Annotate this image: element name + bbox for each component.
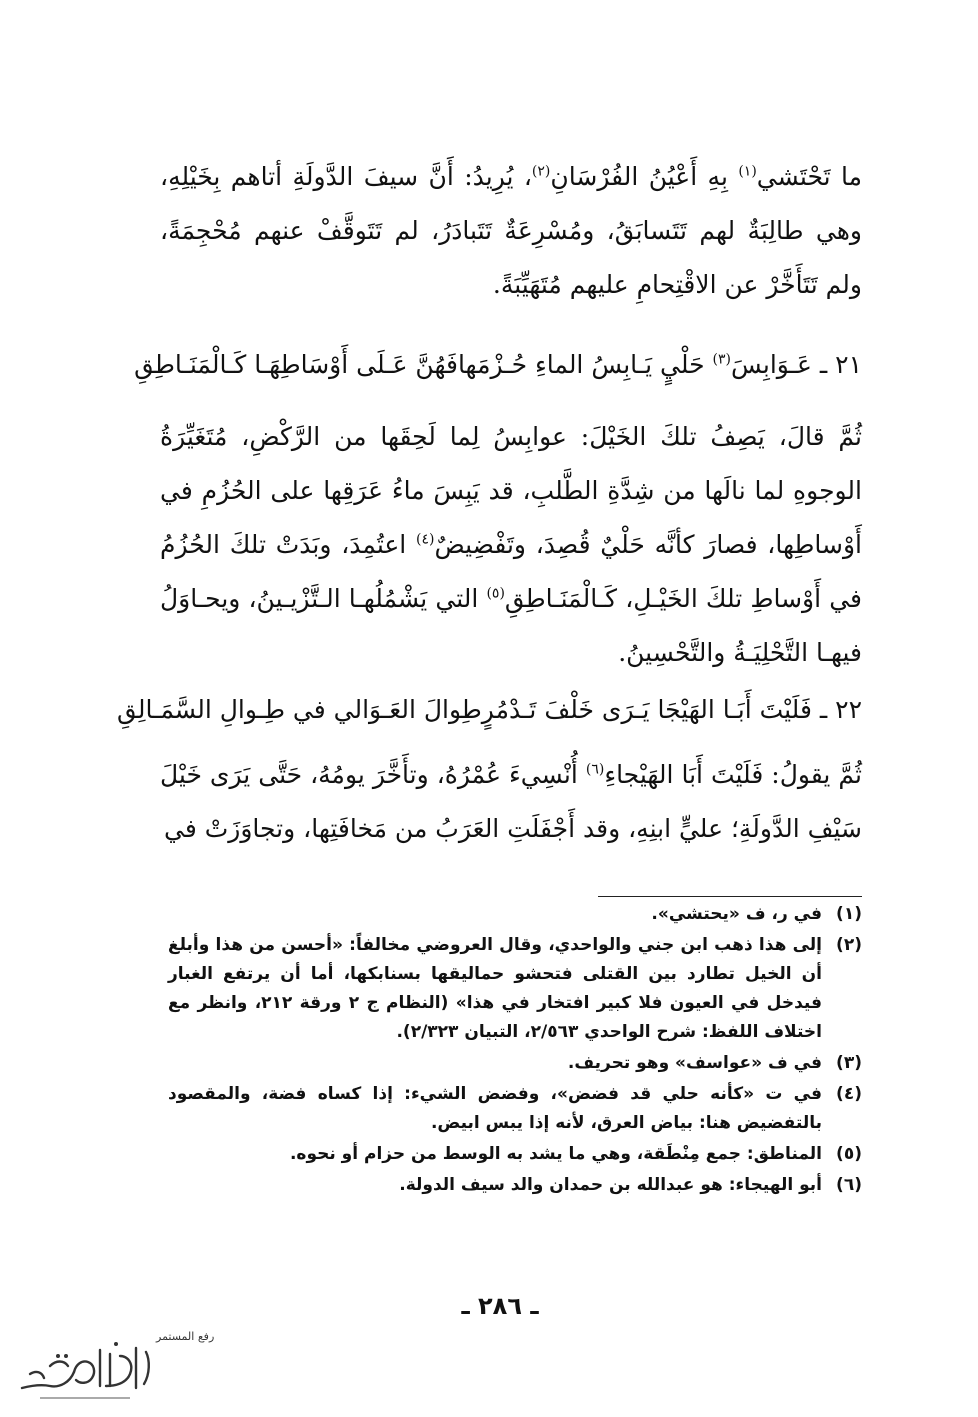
footnote-ref-5[interactable]: (٥) [486,585,505,602]
footnote-ref-6[interactable]: (٦) [585,761,605,778]
footnote-number: (٢) [836,935,862,955]
text-run: ثُمَّ قالَ، يَصِفُ تلكَ الخَيْلَ: عوابِسُ لِما لَحِقَها من الرَّكْضِ، مُتَغَيِّرَةُ الوجوهِ لما نالَها من شِدَّةِ الطَّلبِ، قد يَبِسَ ماءُ عَرَقِها على الحُزُمِ في أَوْساطِها، فصارَ كأنَّه حَلْيٌ قُصِدَ، وتَفْضِيضٌ [160,422,862,559]
footnote-2 [168,931,862,1047]
text-run: اعتُمِدَ، وبَدَتْ تلكَ الحُزُمُ في أَوْساطِ تلكَ الخَيْـلِ، كَـالْمَنَـاطِقِ [160,530,862,613]
logo-text: رفع المستمر [156,1330,215,1343]
footnote-number: (٤) [836,1084,862,1104]
paragraph-2 [160,410,862,680]
footnote-4 [168,1080,862,1138]
verse-22 [117,690,862,730]
footnote-5 [168,1140,862,1169]
calligraphy-logo-icon [10,1326,215,1406]
text-run: ثُمَّ يقولُ: فَلَيْتَ أَبَا الهَيْجاءِ [604,760,862,789]
footnote-ref-3[interactable]: (٣) [712,351,731,368]
verse-22-second-hemistich: طِوالَ العَـوَالي في طِـوالِ السَّمَـالِقِ [117,695,482,724]
text-run: أُنْسِيءَ عُمْرُهُ، وتأَخَّرَ يومُهُ، حَتَّى يَرَى خَيْلَ سَيْفِ الدَّولَةِ؛ عليٍّ ابنِهِ، وقد أَجْفَلَتِ العَرَبُ من مَخافَتِها، وتجاوَزَتْ في [160,760,862,843]
footnote-ref-2[interactable]: (٢) [531,163,551,180]
footnote-3 [168,1049,862,1078]
footnote-text: إلى هذا ذهب ابن جني والواحدي، وقال العروضي مخالفاً: «أحسن من هذا وأبلغ أن الخيل تطارد بين القتلى فتحشو حماليقها بسنابكها، أما أن يرتفع الغبار فيدخل في العيون فلا كبير افتخار في هذا» (النظام ج ٢ ورقة ٢١٢، وانظر مع اختلاف اللفظ: شرح الواحدي ٢/٥٦٣، التبيان ٢/٣٢٣). [168,935,822,1042]
text-run: حَلْيٍ يَـابِسُ الماءِ حُـزْمَها [457,350,713,379]
verse-21-second-hemistich: فَهُنَّ عَـلَى أَوْسَاطِهَـا كَـالْمَنَـاطِقِ [134,350,458,379]
footnote-text: في ف «عواسف» وهو تحريف. [567,1053,822,1073]
footnotes [168,900,862,1202]
footnote-number: (١) [836,904,862,924]
verse-22-first-hemistich: ٢٢ ـ فَلَيْتَ أَبَـا الهَيْجَا يَـرَى خَلْفَ تَـدْمُرٍ [481,695,862,724]
footnote-text: في ت «كأنه حلي قد فضض»، وفضض الشيء: إذا كساه فضة، والمقصود بالتفضيض هنا: بياض العرق، لأنه إذا يبس ابيض. [168,1084,822,1133]
footnote-ref-4[interactable]: (٤) [416,531,435,548]
text-run: بِهِ أَعْيُنُ الفُرْسَانِ [550,162,739,191]
footnote-text: في ر، ف «يحتشي». [651,904,822,924]
footnote-divider [598,896,862,897]
footnote-6 [168,1171,862,1200]
verse-21-first-hemistich [458,345,862,385]
footnote-text: المناطق: جمع مِنْطَقة، وهي ما يشد به الوسط من حزام أو نحوه. [289,1144,822,1164]
page-number: ـ ٢٨٦ ـ [461,1292,539,1320]
paragraph-3 [160,748,862,856]
text-run: ما تَحْتَشي [756,162,862,191]
footnote-number: (٦) [836,1175,862,1195]
paragraph-1 [160,150,862,312]
text-run: ، يُرِيدُ: أَنَّ سيفَ الدَّولَةِ أتاهم بِخَيْلِهِ، وهي طالِبَةٌ لهم تَتَسابَقُ، ومُسْرِعَةٌ تَتَبادَرُ، لم تَتَوقَّفْ عنهم مُحْجِمَةً، ولم تَتَأَخَّرْ عن الاقْتِحامِ عليهم مُتَهَيِّبَةً. [160,162,862,299]
footnote-number: (٥) [836,1144,862,1164]
footnote-ref-1[interactable]: (١) [738,163,757,180]
text-run: ٢١ ـ عَـوَابِسَ [730,350,862,379]
footnote-text: أبو الهيجاء: هو عبدالله بن حمدان والد سيف الدولة. [399,1175,822,1195]
footnote-1 [168,900,862,929]
footnote-number: (٣) [836,1053,862,1073]
verse-21 [134,345,862,385]
text-run: التي يَشْمُلُهـا الـتَّزْيـينُ، ويحـاوَلُ فيهـا التَّحْلِيَـةُ والتَّحْسِينُ. [160,584,862,667]
